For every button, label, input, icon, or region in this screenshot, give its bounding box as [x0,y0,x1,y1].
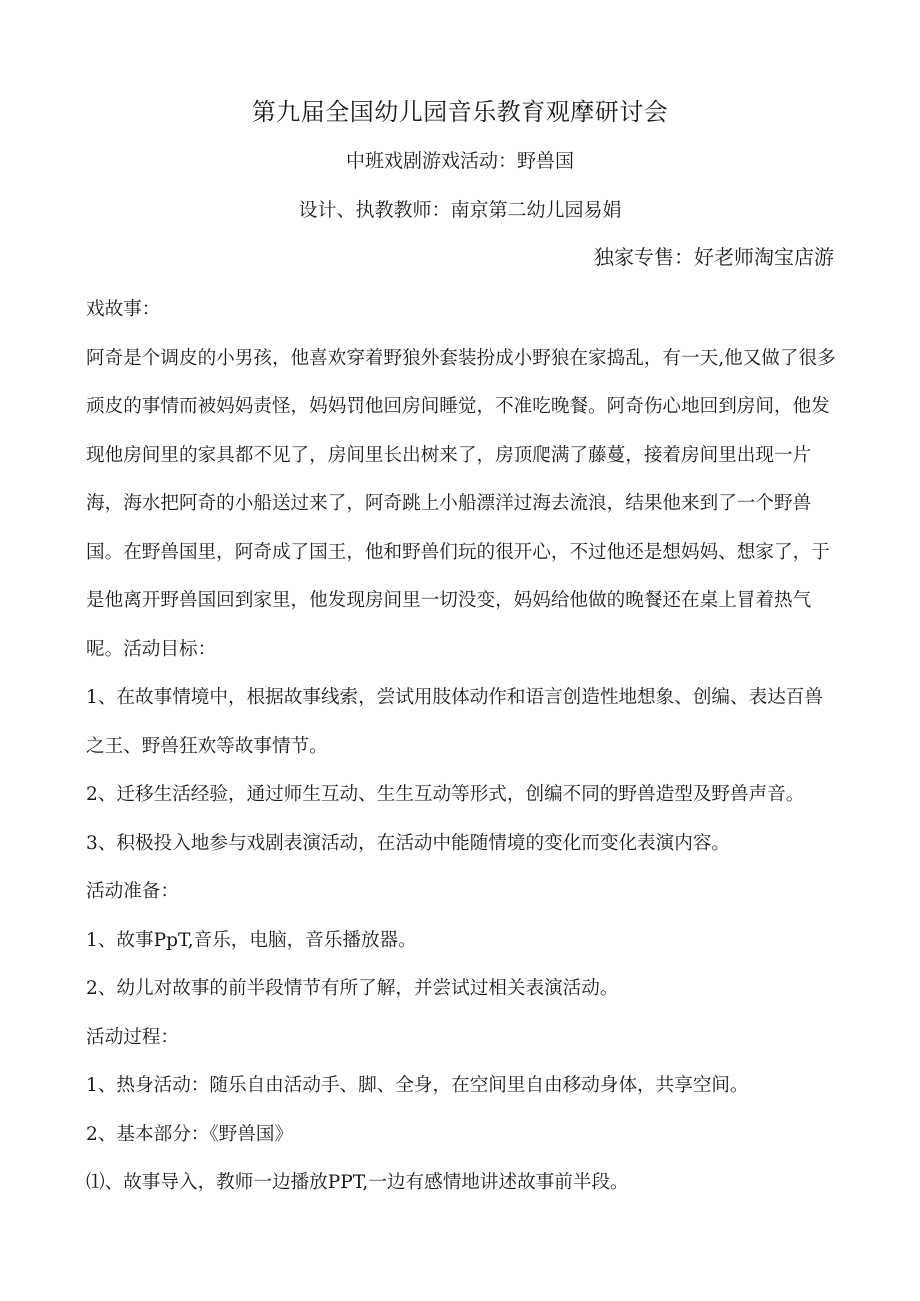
goal-item-1: 1、在故事情境中，根据故事线索，尝试用肢体动作和语言创造性地想象、创编、表达百兽之王、野兽狂欢等故事情节。 [86,687,823,757]
process-item-2: 2、基本部分：《野兽国》 [86,1123,294,1145]
preparation-heading: 活动准备： [86,881,179,902]
process-heading: 活动过程： [86,1026,179,1048]
story-heading: 戏故事： [86,299,161,320]
exclusive-sale-line: 独家专售：好老师淘宝店游 [594,245,834,269]
story-paragraph: 阿奇是个调皮的小男孩，他喜欢穿着野狼外套装扮成小野狼在家捣乱，有一天,他又做了很多顽皮的事情而被妈妈责怪，妈妈罚他回房间睡觉，不准吃晚餐。阿奇伤心地回到房间，他发现他房间里的家具都不见了，房间里长出树来了，房顶爬满了藤蔓，接着房间里出现一片海，海水把阿奇的小船送过来了，阿奇跳上小船漂洋过海去流浪，结果他来到了一个野兽国。在野兽国里，阿奇成了国王，他和野兽们玩的很开心，不过他还是想妈妈、想家了，于是他离开野兽国回到家里，他发现房间里一切没变，妈妈给他做的晚餐还在桌上冒着热气呢。活动目标： [86,347,836,660]
process-substep-1: ⑴、故事导入，教师一边播放PPT,一边有感情地讲述故事前半段。 [86,1172,629,1193]
goal-item-2: 2、迁移生活经验，通过师生互动、生生互动等形式，创编不同的野兽造型及野兽声音。 [86,784,805,805]
process-item-1: 1、热身活动：随乐自由活动手、脚、全身，在空间里自由移动身体，共享空间。 [86,1075,749,1096]
activity-subtitle: 中班戏剧游戏活动：野兽国 [345,150,574,172]
document-title: 第九届全国幼儿园音乐教育观摩研讨会 [251,98,669,126]
document-body [86,286,838,1208]
preparation-item-1: 1、故事PpT,音乐，电脑，音乐播放器。 [86,929,417,951]
preparation-item-2: 2、幼儿对故事的前半段情节有所了解，并尝试过相关表演活动。 [86,978,619,999]
goal-item-3: 3、积极投入地参与戏剧表演活动，在活动中能随情境的变化而变化表演内容。 [86,832,731,854]
teacher-line: 设计、执教教师：南京第二幼儿园易娟 [298,199,622,221]
